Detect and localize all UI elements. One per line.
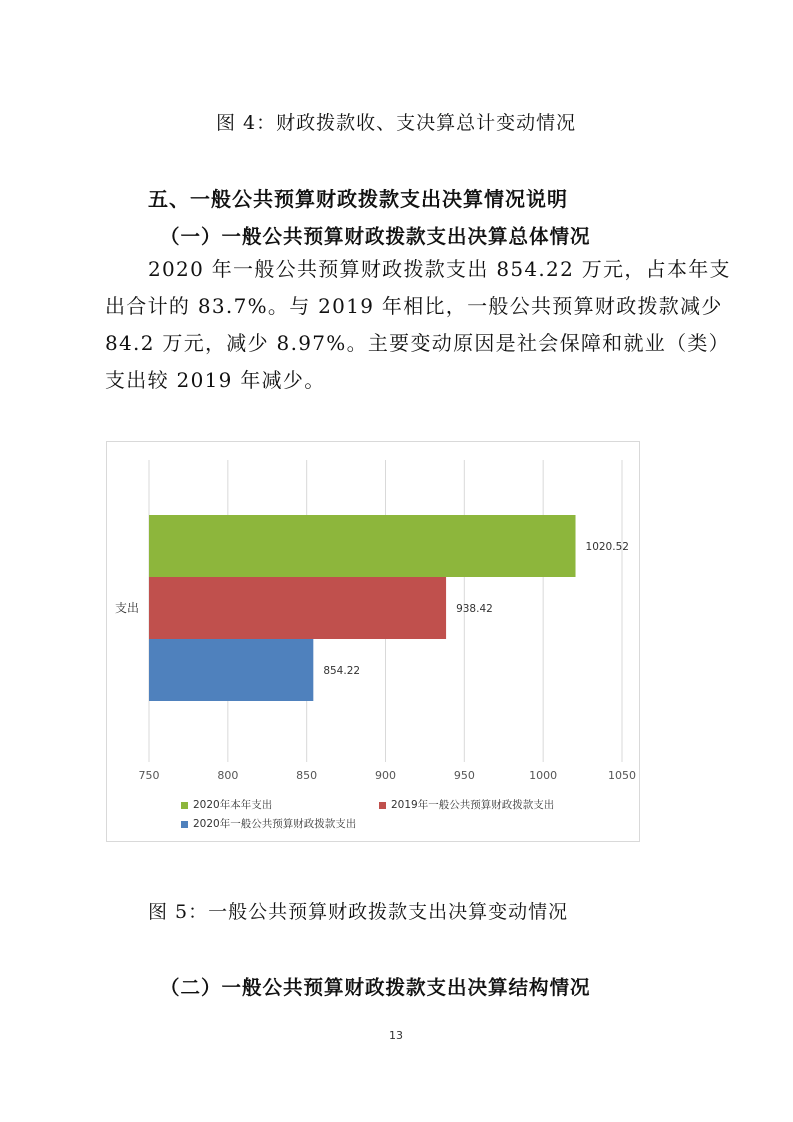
y-category-label: 支出: [115, 601, 140, 615]
legend-item-2020-general: [181, 816, 356, 831]
subsection2-heading: （二）一般公共预算财政拨款支出决算结构情况: [160, 976, 591, 999]
legend-swatch-blue: [181, 821, 188, 828]
data-label-series-3: 854.22: [323, 665, 361, 677]
bar-series-2: [149, 577, 446, 639]
x-tick-label-1050: 1050: [608, 769, 636, 782]
expenditure-chart: [106, 441, 640, 842]
legend-label-2019-general: 2019年一般公共预算财政拨款支出: [391, 799, 555, 811]
x-tick-label-750: 750: [138, 769, 160, 782]
body-paragraph: [105, 251, 731, 399]
legend-item-2019-general: [379, 797, 554, 812]
legend-item-2020-total: [181, 797, 272, 812]
legend-swatch-green: [181, 802, 188, 809]
paragraph-line-4: 支出较 2019 年减少。: [105, 368, 326, 392]
page-number: 13: [389, 1029, 403, 1042]
data-label-series-1: 1020.52: [585, 541, 629, 553]
x-tick-label-850: 850: [296, 769, 318, 782]
bar-series-1: [149, 515, 576, 577]
legend-swatch-red: [379, 802, 386, 809]
x-tick-label-950: 950: [453, 769, 475, 782]
x-tick-label-1000: 1000: [529, 769, 558, 782]
paragraph-line-1: 2020 年一般公共预算财政拨款支出 854.22 万元，占本年支: [148, 257, 731, 281]
paragraph-line-2: 出合计的 83.7%。与 2019 年相比，一般公共预算财政拨款减少: [105, 294, 723, 318]
bar-series-3: [149, 639, 313, 701]
subsection1-heading: （一）一般公共预算财政拨款支出决算总体情况: [160, 225, 591, 248]
section-heading: 五、一般公共预算财政拨款支出决算情况说明: [148, 187, 568, 211]
figure4-caption: 图 4：财政拨款收、支决算总计变动情况: [216, 112, 577, 134]
figure5-caption: 图 5：一般公共预算财政拨款支出决算变动情况: [148, 901, 569, 923]
legend-label-2020-general: 2020年一般公共预算财政拨款支出: [193, 818, 357, 830]
legend-label-2020-total: 2020年本年支出: [193, 799, 273, 811]
data-label-series-2: 938.42: [456, 603, 493, 615]
chart-plot: [107, 442, 639, 841]
x-tick-label-900: 900: [375, 769, 396, 782]
x-tick-label-800: 800: [217, 769, 239, 782]
paragraph-line-3: 84.2 万元，减少 8.97%。主要变动原因是社会保障和就业（类）: [105, 331, 730, 355]
